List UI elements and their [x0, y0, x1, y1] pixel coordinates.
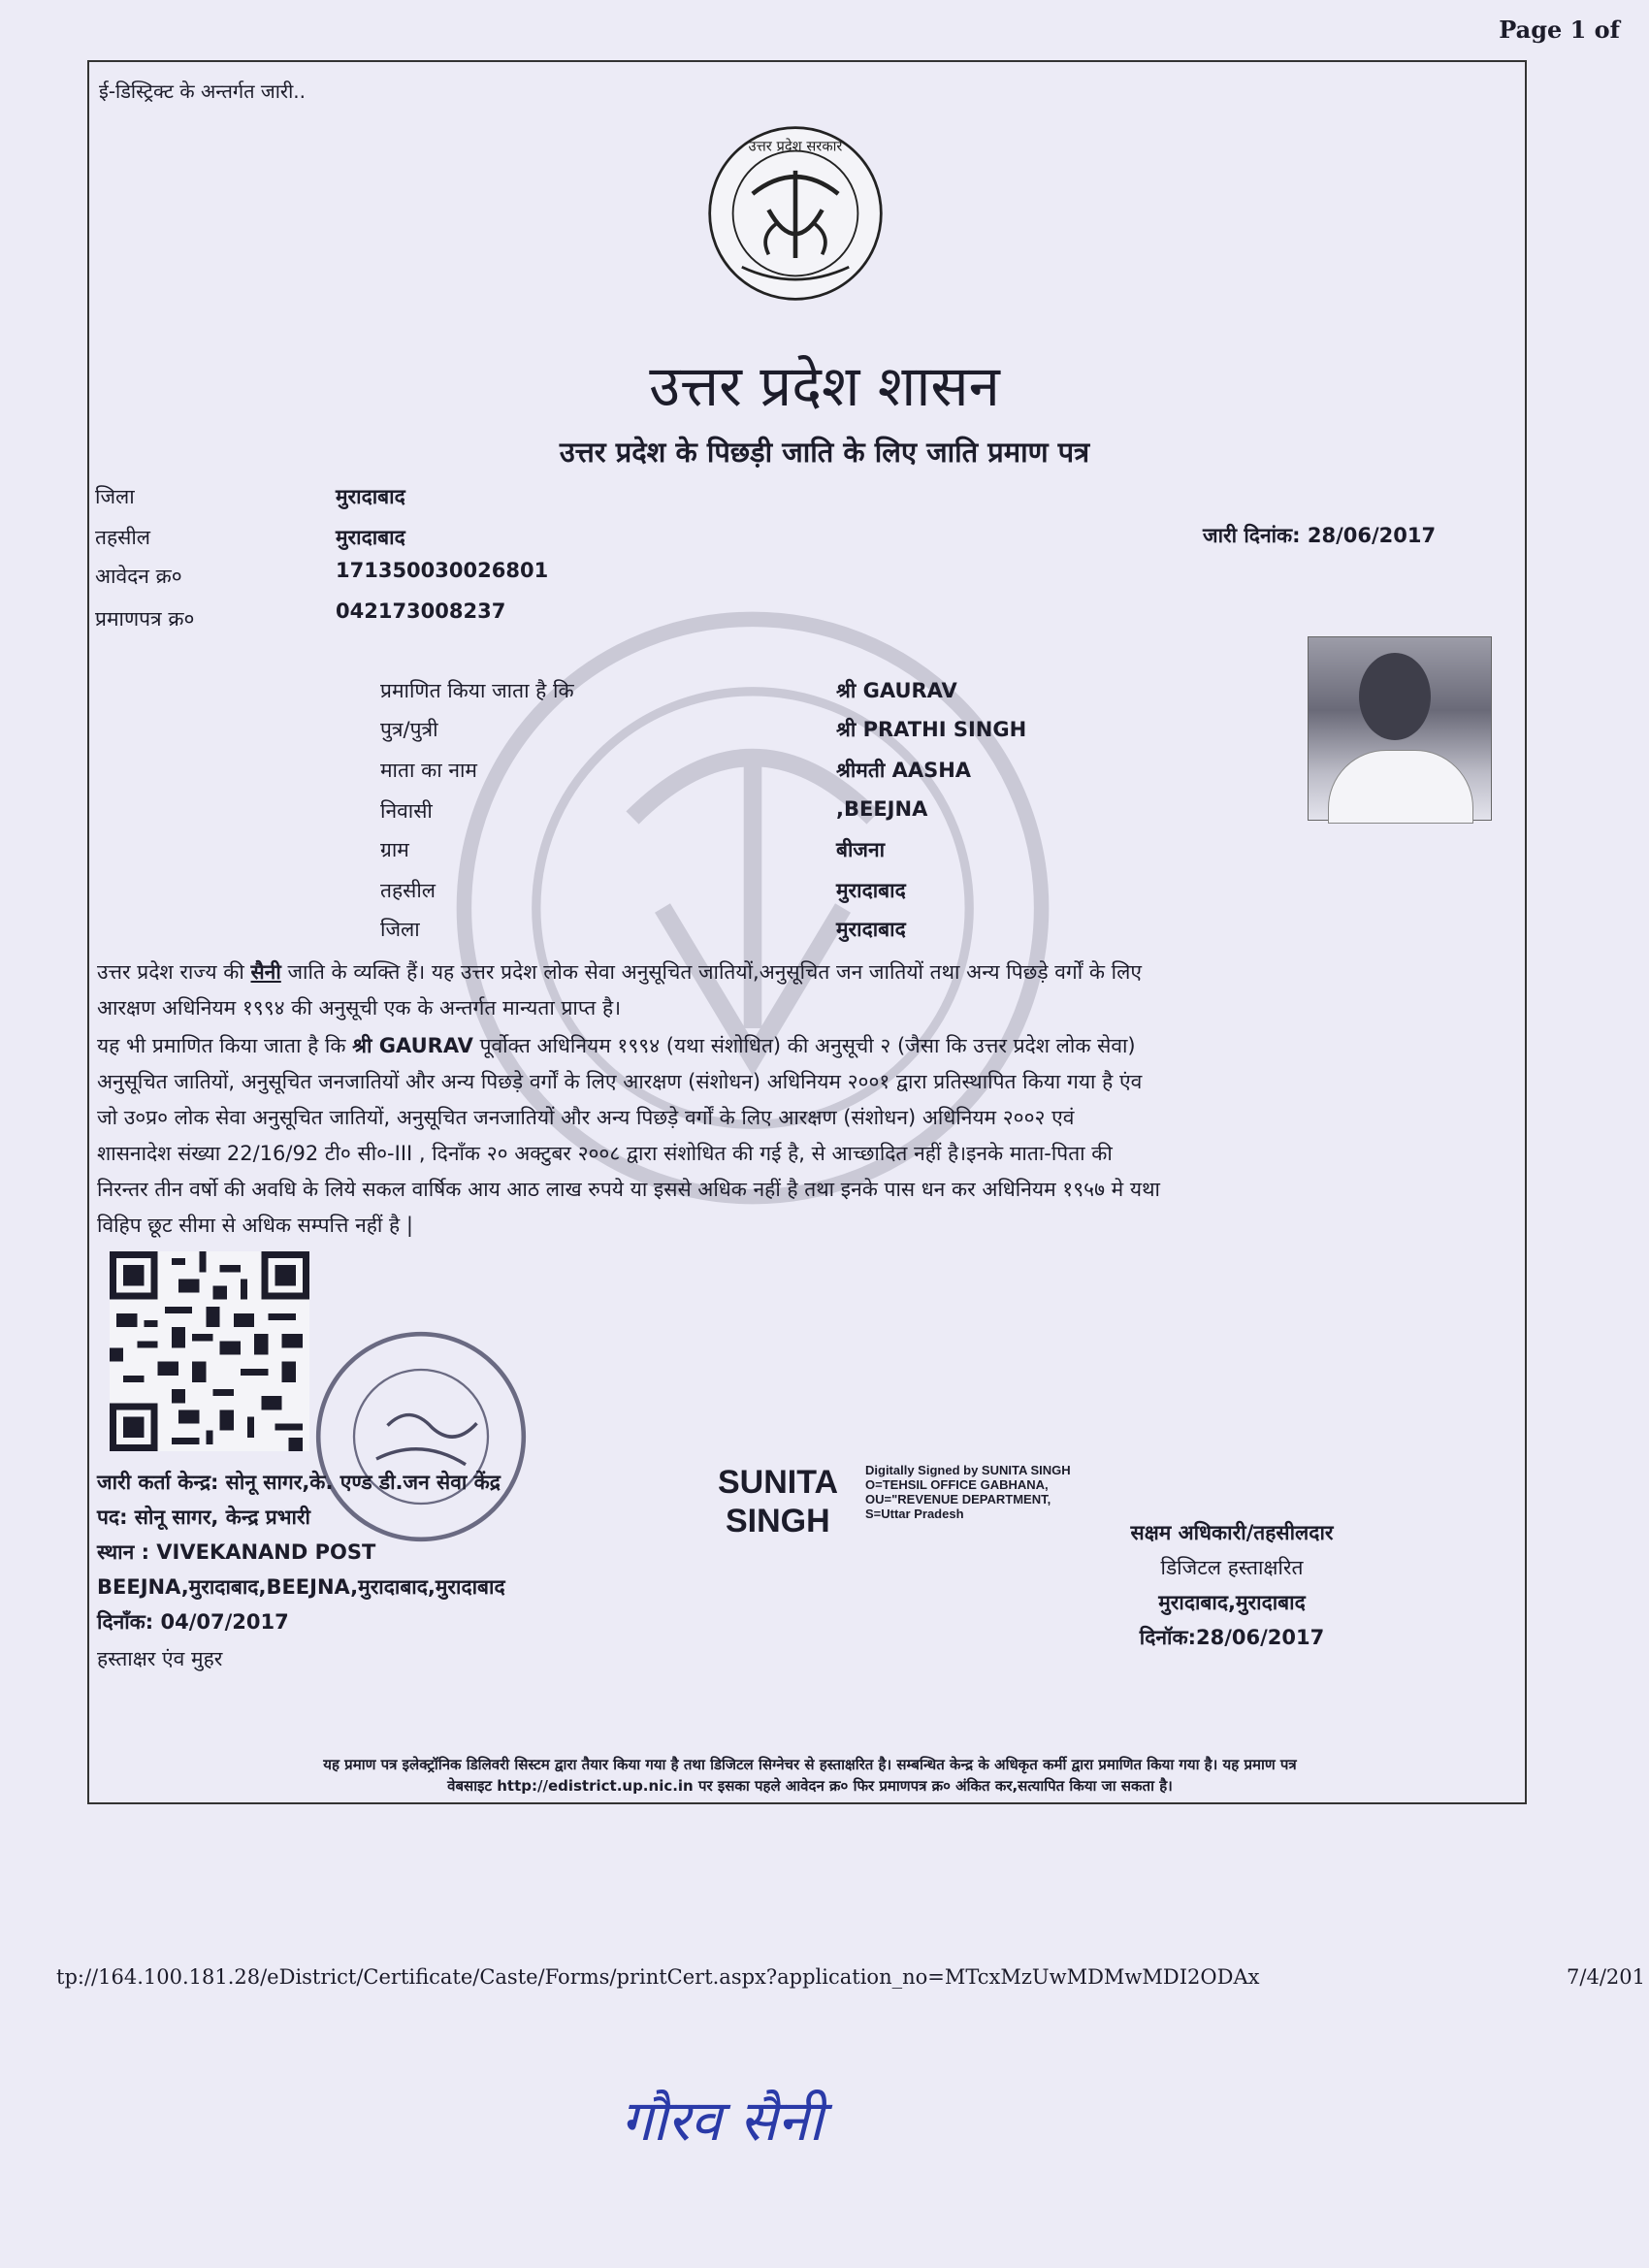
authority-signed: डिजिटल हस्ताक्षरित [1160, 1556, 1304, 1579]
print-url: tp://164.100.181.28/eDistrict/Certificate/Caste/Forms/printCert.aspx?application_no=MTcxMzUwMDMwMDI2ODAx [56, 1965, 1260, 1989]
para2-text-2: पूर्वोक्त अधिनियम १९९४ (यथा संशोधित) की अनुसूची २ (जैसा कि उत्तर प्रदेश लोक सेवा) [472, 1034, 1136, 1057]
certificate-no-label: प्रमाणपत्र क्र० [95, 607, 195, 631]
authority-date: दिनॉक:28/06/2017 [1139, 1626, 1325, 1649]
signer-first-name: SUNITA [718, 1464, 839, 1501]
print-date: 7/4/201 [1567, 1965, 1645, 1989]
para1-text-2: जाति के व्यक्ति हैं। यह उत्तर प्रदेश लोक सेवा अनुसूचित जातियों,अनुसूचित जन जातियों तथा अन्य पिछड़े वर्गों के लिए [280, 960, 1142, 984]
issue-date-label: जारी दिनांक: [1203, 524, 1301, 547]
person-district-label: जिला [380, 918, 420, 941]
qr-code [109, 1251, 310, 1451]
district-label: जिला [95, 485, 135, 508]
mother-label: माता का नाम [380, 759, 477, 782]
para1-line2: आरक्षण अधिनियम १९९४ की अनुसूची एक के अन्तर्गत मान्यता प्राप्त है। [97, 996, 622, 1020]
para2-line4: शासनादेश संख्या 22/16/92 टी० सी०-III , दिनाँक २० अक्टुबर २००८ द्वारा संशोधित की गई है, से आच्छादित नहीं है।इनके माता-पिता की [97, 1142, 1113, 1165]
person-district-value: मुरादाबाद [836, 918, 906, 941]
authority-place: मुरादाबाद,मुरादाबाद [1158, 1591, 1306, 1614]
issuer-date: दिनाँक: 04/07/2017 [97, 1610, 289, 1634]
creamy-layer-paragraph [97, 1028, 1513, 1244]
para1-text: उत्तर प्रदेश राज्य की [97, 960, 251, 984]
service-center-seal [308, 1325, 534, 1548]
para2-name: श्री GAURAV [352, 1034, 473, 1057]
para2-line2: अनुसूचित जातियों, अनुसूचित जनजातियों और अन्य पिछड़े वर्गों के लिए आरक्षण (संशोधन) अधिनियम २००१ द्वारा प्रतिस्थापित किया गया है एंव [97, 1070, 1143, 1093]
certified-label: प्रमाणित किया जाता है कि [380, 679, 574, 702]
parent-label: पुत्र/पुत्री [380, 718, 438, 741]
para2-line3: जो उ०प्र० लोक सेवा अनुसूचित जातियों, अनुसूचित जनजातियों और अन्य पिछड़े वर्गों के लिए आरक्षण (संशोधन) अधिनियम २००२ एवं [97, 1106, 1075, 1129]
resident-label: निवासी [380, 799, 433, 823]
caste-name: सैनी [250, 960, 281, 984]
certificate-title: उत्तर प्रदेश के पिछड़ी जाति के लिए जाति प्रमाण पत्र [559, 436, 1090, 469]
issuer-center: जारी कर्ता केन्द्र: सोनू सागर,के. एण्ड डी.जन सेवा केंद्र [97, 1471, 501, 1494]
mother-name: श्रीमती AASHA [836, 759, 972, 782]
applicant-name: श्री GAURAV [836, 679, 957, 702]
verification-note-line2: वेबसाइट http://edistrict.up.nic.in पर इसका पहले आवेदन क्र० फिर प्रमाणपत्र क्र० अंकित कर,सत्यापित किया जा सकता है। [447, 1777, 1173, 1795]
verification-note-line1: यह प्रमाण पत्र इलेक्ट्रॉनिक डिलिवरी सिस्टम द्वारा तैयार किया गया है तथा डिजिटल सिग्नेचर से हस्ताक्षरित है। सम्बन्धित केन्द्र के अधिकृत कर्मी द्वारा प्रमाणित किया गया है। यह प्रमाण पत्र [323, 1756, 1297, 1773]
issuer-sign-label: हस्ताक्षर एंव मुहर [97, 1647, 223, 1670]
digital-signature-name [718, 1463, 838, 1540]
village-value: बीजना [836, 838, 886, 861]
issued-under-note: ई-डिस्ट्रिक्ट के अन्तर्गत जारी.. [99, 80, 306, 103]
para2-line5: निरन्तर तीन वर्षो की अवधि के लिये सकल वार्षिक आय आठ लाख रुपये या इससे अधिक नहीं है तथा इनके पास धन कर अधिनियम १९५७ मे यथा [97, 1178, 1160, 1201]
caste-paragraph [97, 955, 1513, 1026]
person-tehsil-label: तहसील [380, 879, 436, 902]
signer-last-name: SINGH [726, 1503, 830, 1539]
father-name: श्री PRATHI SINGH [836, 718, 1027, 741]
village-label: ग्राम [380, 838, 409, 861]
para2-text: यह भी प्रमाणित किया जाता है कि [97, 1034, 353, 1057]
issuer-place: स्थान : VIVEKANAND POST [97, 1540, 376, 1564]
authority-title: सक्षम अधिकारी/तहसीलदार [1130, 1521, 1334, 1544]
para2-line6: विहिप छूट सीमा से अधिक सम्पत्ति नहीं है | [97, 1214, 413, 1237]
verification-note [107, 1754, 1513, 1797]
application-no-label: आवेदन क्र० [95, 565, 182, 588]
person-tehsil-value: मुरादाबाद [836, 879, 906, 902]
handwritten-signature: गौरव सैनी [621, 2088, 824, 2154]
issuer-address: BEEJNA,मुरादाबाद,BEEJNA,मुरादाबाद,मुरादाबाद [97, 1575, 505, 1599]
digital-signature-note: Digitally Signed by SUNITA SINGH O=TEHSIL OFFICE GABHANA, OU="REVENUE DEPARTMENT, S=Uttar Pradesh [865, 1463, 1071, 1521]
applicant-photo [1308, 636, 1492, 821]
certificate-no-value: 042173008237 [336, 599, 506, 623]
svg-text:उत्तर प्रदेश सरकार: उत्तर प्रदेश सरकार [748, 138, 843, 155]
resident-value: ,BEEJNA [836, 797, 928, 821]
tehsil-value: मुरादाबाद [336, 526, 405, 549]
government-title: उत्तर प्रदेश शासन [649, 353, 1000, 419]
issue-date-value: 28/06/2017 [1307, 524, 1437, 547]
up-government-emblem [706, 124, 885, 303]
issue-date [1203, 522, 1436, 549]
issuer-post: पद: सोनू सागर, केन्द्र प्रभारी [97, 1506, 310, 1529]
tehsil-label: तहसील [95, 526, 150, 549]
page-number: Page 1 of [1499, 16, 1620, 44]
district-value: मुरादाबाद [336, 485, 405, 508]
application-no-value: 171350030026801 [336, 559, 549, 582]
